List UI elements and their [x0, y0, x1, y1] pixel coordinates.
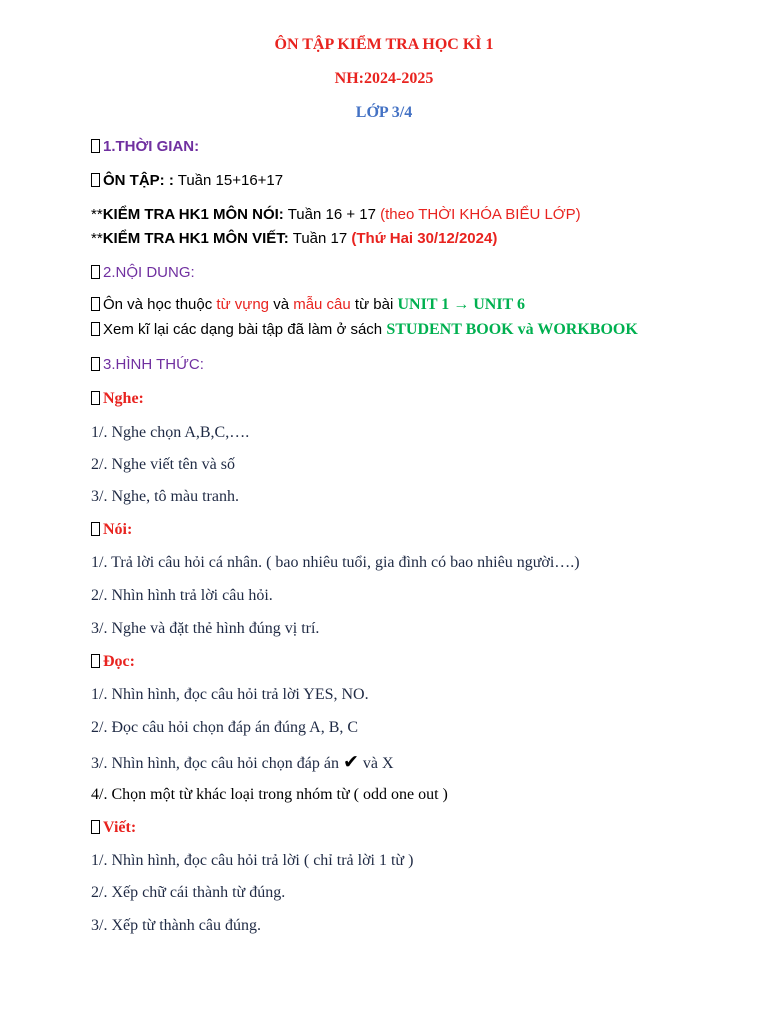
vocab-highlight: từ vựng [216, 296, 270, 313]
checkbox-icon [91, 357, 100, 371]
reading-item-text: 3/. Nhìn hình, đọc câu hỏi chọn đáp án [91, 755, 339, 772]
writing-label [91, 819, 136, 837]
content-text: Xem kĩ lại các dạng bài tập đã làm ở sách [103, 321, 383, 338]
section-time-heading [91, 138, 199, 155]
school-year: NH:2024-2025 [334, 70, 434, 87]
section-heading-text: 3.HÌNH THỨC: [103, 356, 204, 373]
checkbox-icon [91, 820, 100, 834]
reading-item [91, 751, 394, 773]
speaking-item: 1/. Trả lời câu hỏi cá nhân. ( bao nhiêu tuổi, gia đình có bao nhiêu người….) [91, 554, 580, 571]
section-format-heading [91, 356, 204, 373]
speaking-test-label: KIỂM TRA HK1 MÔN NÓI: [102, 206, 284, 223]
reading-item: 4/. Chọn một từ khác loại trong nhóm từ ( odd one out ) [91, 786, 448, 803]
checkbox-icon [91, 265, 100, 279]
class-label: LỚP 3/4 [355, 104, 413, 121]
checkbox-icon [91, 654, 100, 668]
speaking-test-line [91, 206, 581, 223]
listening-item: 3/. Nghe, tô màu tranh. [91, 488, 239, 505]
speaking-test-week: Tuần 16 + 17 [287, 206, 376, 223]
writing-item: 2/. Xếp chữ cái thành từ đúng. [91, 884, 286, 901]
section-heading-text: 1.THỜI GIAN: [103, 138, 200, 155]
review-line [91, 172, 283, 189]
document-title: ÔN TẬP KIỂM TRA HỌC KÌ 1 [274, 36, 494, 53]
content-line-1 [91, 296, 525, 314]
checkbox-icon [91, 139, 100, 153]
check-mark-icon: ✔ [342, 751, 359, 773]
reading-item: 2/. Đọc câu hỏi chọn đáp án đúng A, B, C [91, 719, 359, 736]
skill-label: Nghe: [103, 390, 144, 407]
writing-test-week: Tuần 17 [292, 230, 348, 247]
content-text: từ bài [354, 296, 394, 313]
content-text: Ôn và học thuộc [103, 296, 213, 313]
listening-label [91, 390, 144, 408]
skill-label: Nói: [103, 521, 133, 538]
speaking-item: 3/. Nghe và đặt thẻ hình đúng vị trí. [91, 620, 320, 637]
reading-item: 1/. Nhìn hình, đọc câu hỏi trả lời YES, NO. [91, 686, 369, 703]
checkbox-icon [91, 297, 100, 311]
bullet-prefix: ** [91, 230, 103, 247]
bullet-prefix: ** [91, 206, 103, 223]
units-range: UNIT 1 → UNIT 6 [397, 296, 525, 313]
content-line-2 [91, 321, 638, 339]
section-content-heading [91, 264, 195, 281]
review-weeks: Tuần 15+16+17 [177, 172, 284, 189]
checkbox-icon [91, 322, 100, 336]
section-heading-text: 2.NỘI DUNG: [103, 264, 195, 281]
sentences-highlight: mẫu câu [293, 296, 351, 313]
reading-item-text: và X [362, 755, 394, 772]
writing-item: 3/. Xếp từ thành câu đúng. [91, 917, 261, 934]
speaking-test-note: (theo THỜI KHÓA BIỂU LỚP) [380, 206, 581, 223]
listening-item: 2/. Nghe viết tên và số [91, 456, 235, 473]
reading-label [91, 653, 135, 671]
speaking-label [91, 521, 132, 539]
writing-test-date: (Thứ Hai 30/12/2024) [351, 230, 498, 247]
listening-item: 1/. Nghe chọn A,B,C,…. [91, 424, 250, 441]
content-text: và [273, 296, 290, 313]
writing-test-label: KIỂM TRA HK1 MÔN VIẾT: [102, 230, 289, 247]
skill-label: Đọc: [103, 653, 135, 670]
books-highlight: STUDENT BOOK và WORKBOOK [386, 321, 638, 338]
checkbox-icon [91, 391, 100, 405]
checkbox-icon [91, 522, 100, 536]
writing-item: 1/. Nhìn hình, đọc câu hỏi trả lời ( chỉ trả lời 1 từ ) [91, 852, 414, 869]
review-label: ÔN TẬP: : [103, 172, 174, 189]
skill-label: Viết: [103, 819, 137, 836]
speaking-item: 2/. Nhìn hình trả lời câu hỏi. [91, 587, 273, 604]
checkbox-icon [91, 173, 100, 187]
writing-test-line [91, 230, 497, 247]
